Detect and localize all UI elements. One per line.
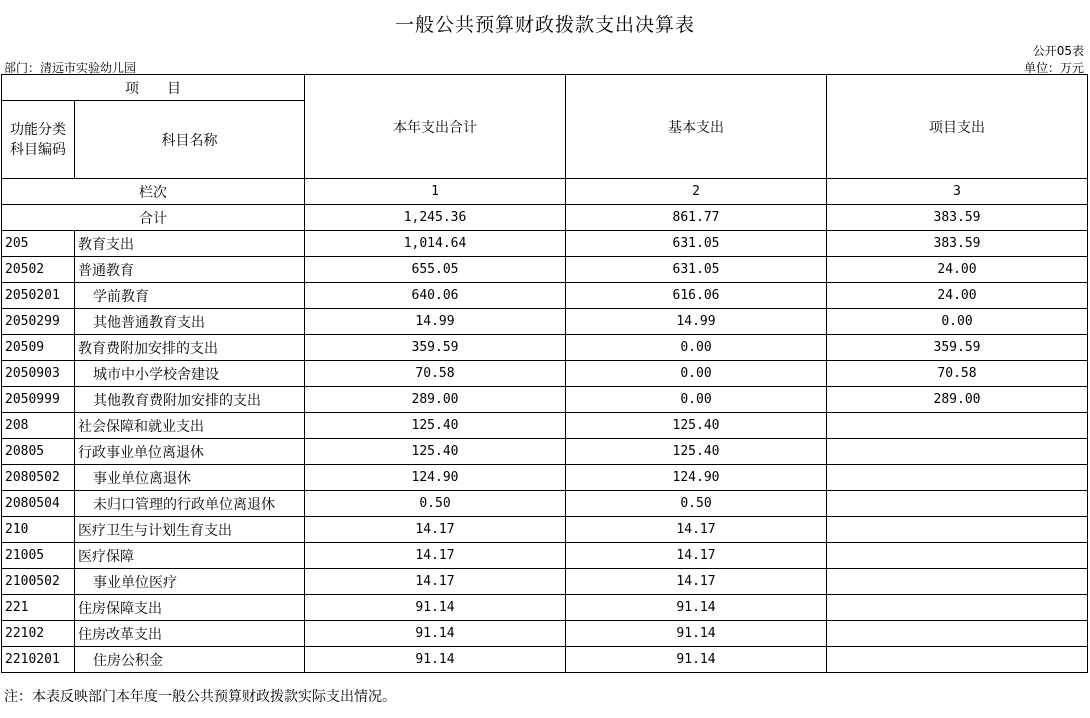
column-number-2: 2 [566, 179, 827, 205]
row-total: 655.05 [305, 257, 566, 283]
row-name: 教育费附加安排的支出 [75, 335, 305, 361]
row-basic: 0.00 [566, 387, 827, 413]
row-project [827, 465, 1088, 491]
table-row [2, 309, 1088, 335]
row-name: 城市中小学校舍建设 [75, 361, 305, 387]
sum-total: 1,245.36 [305, 205, 566, 231]
table-row [2, 361, 1088, 387]
header-project: 项目支出 [827, 75, 1088, 179]
row-name: 住房改革支出 [75, 621, 305, 647]
row-project: 383.59 [827, 231, 1088, 257]
table-row [2, 231, 1088, 257]
header-total: 本年支出合计 [305, 75, 566, 179]
row-code: 21005 [2, 543, 75, 569]
row-name: 住房公积金 [75, 647, 305, 673]
row-project [827, 413, 1088, 439]
expenditure-table [1, 74, 1088, 673]
row-basic: 0.50 [566, 491, 827, 517]
header-basic: 基本支出 [566, 75, 827, 179]
row-total: 70.58 [305, 361, 566, 387]
row-project: 70.58 [827, 361, 1088, 387]
row-total: 124.90 [305, 465, 566, 491]
row-name: 教育支出 [75, 231, 305, 257]
row-total: 640.06 [305, 283, 566, 309]
row-total: 125.40 [305, 413, 566, 439]
row-project: 24.00 [827, 283, 1088, 309]
row-name: 社会保障和就业支出 [75, 413, 305, 439]
header-code: 功能分类 科目编码 [2, 101, 75, 179]
row-name: 住房保障支出 [75, 595, 305, 621]
row-project [827, 439, 1088, 465]
row-project [827, 491, 1088, 517]
sum-row [2, 205, 1088, 231]
table-row [2, 491, 1088, 517]
row-basic: 91.14 [566, 621, 827, 647]
row-name: 其他普通教育支出 [75, 309, 305, 335]
row-code: 2050201 [2, 283, 75, 309]
row-name: 行政事业单位离退休 [75, 439, 305, 465]
row-total: 91.14 [305, 621, 566, 647]
row-code: 2210201 [2, 647, 75, 673]
table-row [2, 439, 1088, 465]
row-code: 20509 [2, 335, 75, 361]
row-project [827, 517, 1088, 543]
sum-basic: 861.77 [566, 205, 827, 231]
table-row [2, 465, 1088, 491]
row-code: 2080502 [2, 465, 75, 491]
table-row [2, 517, 1088, 543]
page-title: 一般公共预算财政拨款支出决算表 [394, 14, 695, 36]
row-total: 14.99 [305, 309, 566, 335]
footnote: 注：本表反映部门本年度一般公共预算财政拨款实际支出情况。 [4, 689, 396, 705]
row-code: 20502 [2, 257, 75, 283]
row-basic: 14.17 [566, 517, 827, 543]
row-project [827, 621, 1088, 647]
row-total: 14.17 [305, 569, 566, 595]
department-label: 部门：清远市实验幼儿园 [4, 61, 137, 75]
row-project: 289.00 [827, 387, 1088, 413]
column-number-1: 1 [305, 179, 566, 205]
table-row [2, 569, 1088, 595]
row-basic: 125.40 [566, 413, 827, 439]
row-basic: 631.05 [566, 231, 827, 257]
row-basic: 631.05 [566, 257, 827, 283]
row-code: 2050999 [2, 387, 75, 413]
row-basic: 616.06 [566, 283, 827, 309]
row-project [827, 543, 1088, 569]
row-total: 14.17 [305, 543, 566, 569]
row-code: 221 [2, 595, 75, 621]
table-row [2, 257, 1088, 283]
row-basic: 91.14 [566, 595, 827, 621]
table-row [2, 413, 1088, 439]
row-basic: 0.00 [566, 361, 827, 387]
row-total: 0.50 [305, 491, 566, 517]
row-name: 医疗卫生与计划生育支出 [75, 517, 305, 543]
row-basic: 14.17 [566, 543, 827, 569]
row-code: 22102 [2, 621, 75, 647]
table-row [2, 595, 1088, 621]
table-row [2, 621, 1088, 647]
row-name: 未归口管理的行政单位离退休 [75, 491, 305, 517]
row-name: 事业单位医疗 [75, 569, 305, 595]
table-row [2, 283, 1088, 309]
row-basic: 14.17 [566, 569, 827, 595]
row-project: 0.00 [827, 309, 1088, 335]
row-basic: 124.90 [566, 465, 827, 491]
row-basic: 125.40 [566, 439, 827, 465]
row-basic: 0.00 [566, 335, 827, 361]
row-total: 14.17 [305, 517, 566, 543]
row-code: 2080504 [2, 491, 75, 517]
row-name: 医疗保障 [75, 543, 305, 569]
table-row [2, 387, 1088, 413]
row-total: 91.14 [305, 595, 566, 621]
row-project: 359.59 [827, 335, 1088, 361]
row-name: 其他教育费附加安排的支出 [75, 387, 305, 413]
sum-label: 合计 [2, 205, 305, 231]
table-row [2, 335, 1088, 361]
row-code: 20805 [2, 439, 75, 465]
form-number: 公开05表 [1032, 44, 1084, 58]
row-code: 205 [2, 231, 75, 257]
row-total: 359.59 [305, 335, 566, 361]
table-row [2, 543, 1088, 569]
column-number-label: 栏次 [2, 179, 305, 205]
row-code: 208 [2, 413, 75, 439]
sum-project: 383.59 [827, 205, 1088, 231]
row-project [827, 595, 1088, 621]
row-project: 24.00 [827, 257, 1088, 283]
row-code: 2050299 [2, 309, 75, 335]
header-item: 项 目 [2, 75, 305, 101]
row-code: 2050903 [2, 361, 75, 387]
header-name: 科目名称 [75, 101, 305, 179]
row-name: 事业单位离退休 [75, 465, 305, 491]
header-row-top [2, 75, 1088, 101]
row-total: 125.40 [305, 439, 566, 465]
table-row [2, 647, 1088, 673]
row-code: 2100502 [2, 569, 75, 595]
row-project [827, 569, 1088, 595]
row-name: 学前教育 [75, 283, 305, 309]
column-number-3: 3 [827, 179, 1088, 205]
row-project [827, 647, 1088, 673]
row-total: 91.14 [305, 647, 566, 673]
row-basic: 14.99 [566, 309, 827, 335]
column-number-row [2, 179, 1088, 205]
row-code: 210 [2, 517, 75, 543]
row-basic: 91.14 [566, 647, 827, 673]
row-total: 1,014.64 [305, 231, 566, 257]
unit-label: 单位：万元 [1023, 61, 1084, 75]
row-total: 289.00 [305, 387, 566, 413]
row-name: 普通教育 [75, 257, 305, 283]
